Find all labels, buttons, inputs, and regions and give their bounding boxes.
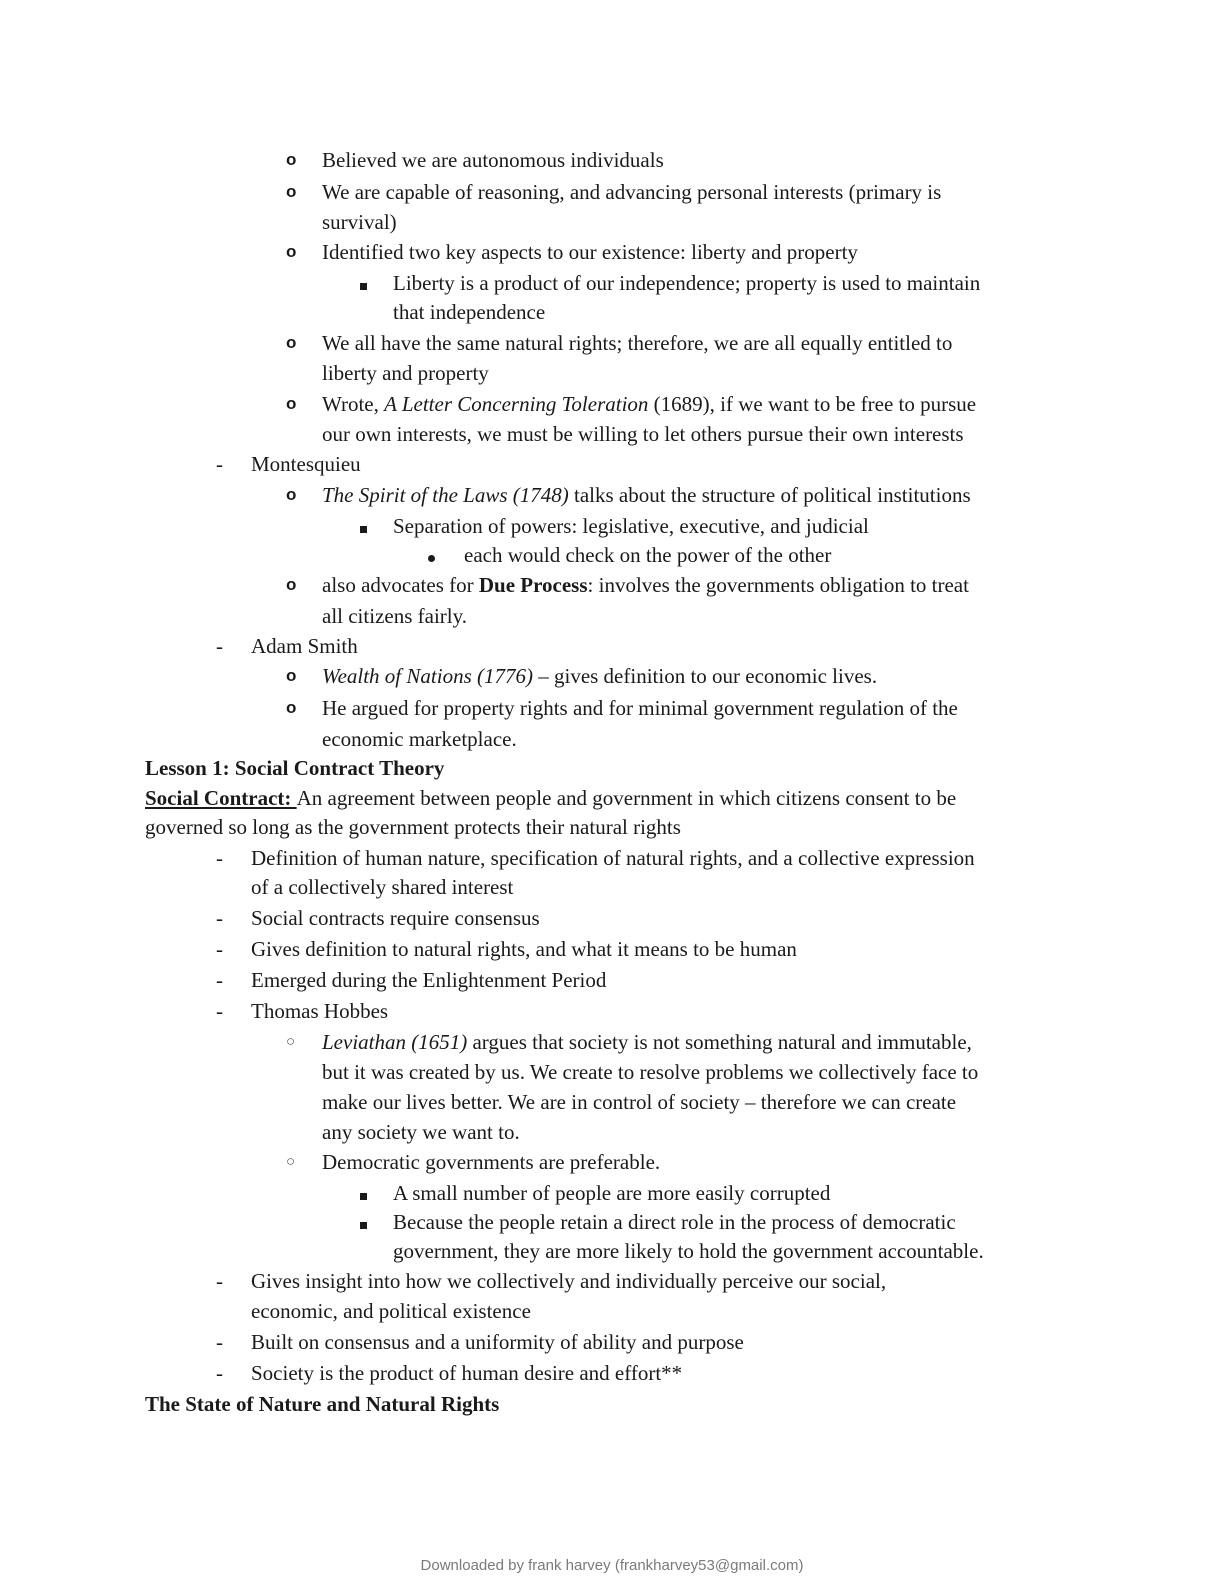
square-bullet-icon [360, 268, 367, 298]
text-line: Montesquieu [251, 452, 361, 476]
text-line: Thomas Hobbes [251, 999, 389, 1023]
text-line: Separation of powers: legislative, executive, and judicial [393, 514, 869, 538]
dash-bullet: - [216, 1269, 223, 1293]
text-line: economic, and political existence [251, 1299, 531, 1323]
dash-bullet: - [216, 906, 223, 930]
text-line: make our lives better. We are in control of society – therefore we can create [322, 1090, 957, 1114]
square-bullet-icon [360, 1207, 367, 1237]
text-line: Democratic governments are preferable. [322, 1150, 661, 1174]
square-bullet-icon [360, 511, 367, 541]
text-line: our own interests, we must be willing to let others pursue their own interests [322, 422, 964, 446]
text-line: all citizens fairly. [322, 604, 467, 628]
circle-bullet: o [286, 333, 297, 352]
dash-bullet: - [216, 937, 223, 961]
dash-bullet: - [216, 1361, 223, 1385]
circle-bullet: o [286, 485, 297, 504]
circle-bullet: o [286, 394, 297, 413]
download-footer: Downloaded by frank harvey (frankharvey53@gmail.com) [420, 1557, 804, 1574]
text-line: Definition of human nature, specification of natural rights, and a collective expression [251, 846, 975, 870]
text-line: Leviathan (1651) argues that society is not something natural and immutable, [322, 1030, 972, 1054]
hollow-circle-bullet: ○ [286, 1033, 296, 1050]
text-line: We are capable of reasoning, and advancing personal interests (primary is [322, 180, 942, 204]
text-line: Emerged during the Enlightenment Period [251, 968, 607, 992]
dash-bullet: - [216, 452, 223, 476]
circle-bullet: o [286, 150, 297, 169]
section-heading: The State of Nature and Natural Rights [145, 1392, 500, 1416]
text-line: Believed we are autonomous individuals [322, 148, 664, 172]
text-line: also advocates for Due Process: involves the governments obligation to treat [322, 573, 969, 597]
circle-bullet: o [286, 575, 297, 594]
text-line: any society we want to. [322, 1120, 520, 1144]
text-line: Built on consensus and a uniformity of ability and purpose [251, 1330, 744, 1354]
text-line: Wealth of Nations (1776) – gives definition to our economic lives. [322, 664, 878, 688]
text-line: Adam Smith [251, 634, 358, 658]
circle-bullet: o [286, 182, 297, 201]
text-line: We all have the same natural rights; therefore, we are all equally entitled to [322, 331, 953, 355]
dash-bullet: - [216, 968, 223, 992]
book-title: Leviathan (1651) [322, 1030, 468, 1054]
text-line: liberty and property [322, 361, 489, 385]
bold-term: Due Process [478, 573, 588, 597]
dash-bullet: - [216, 846, 223, 870]
dash-bullet: - [216, 1330, 223, 1354]
book-title: The Spirit of the Laws (1748) [322, 483, 569, 507]
text-line: Identified two key aspects to our existence: liberty and property [322, 240, 858, 264]
hollow-circle-bullet: ○ [286, 1153, 296, 1170]
text-line: Because the people retain a direct role in the process of democratic [393, 1210, 956, 1234]
book-title: A Letter Concerning Toleration [384, 392, 649, 416]
square-bullet-icon [360, 1178, 367, 1208]
round-bullet-icon [428, 540, 435, 570]
book-title: Wealth of Nations (1776) [322, 664, 533, 688]
circle-bullet: o [286, 698, 297, 717]
text-line: Wrote, A Letter Concerning Toleration (1689), if we want to be free to pursue [322, 392, 977, 416]
dash-bullet: - [216, 999, 223, 1023]
text-line: government, they are more likely to hold the government accountable. [393, 1239, 984, 1263]
text-line: He argued for property rights and for minimal government regulation of the [322, 696, 958, 720]
text-line: A small number of people are more easily corrupted [393, 1181, 831, 1205]
dash-bullet: - [216, 634, 223, 658]
text-line: Gives insight into how we collectively and individually perceive our social, [251, 1269, 887, 1293]
text-line: Society is the product of human desire and effort** [251, 1361, 683, 1385]
definition-line: Social Contract: An agreement between people and government in which citizens consent to be [145, 786, 957, 810]
circle-bullet: o [286, 242, 297, 261]
term-label: Social Contract: [145, 786, 297, 810]
section-heading: Lesson 1: Social Contract Theory [145, 756, 445, 780]
text-line: but it was created by us. We create to resolve problems we collectively face to [322, 1060, 979, 1084]
text-line: The Spirit of the Laws (1748) talks about the structure of political institutions [322, 483, 971, 507]
text-line: that independence [393, 300, 546, 324]
circle-bullet: o [286, 666, 297, 685]
text-line: governed so long as the government protects their natural rights [145, 815, 681, 839]
text-line: each would check on the power of the other [464, 543, 832, 567]
text-line: economic marketplace. [322, 727, 517, 751]
text-line: Social contracts require consensus [251, 906, 540, 930]
text-line: Gives definition to natural rights, and what it means to be human [251, 937, 797, 961]
text-line: Liberty is a product of our independence; property is used to maintain [393, 271, 981, 295]
text-line: of a collectively shared interest [251, 875, 514, 899]
text-line: survival) [322, 210, 397, 234]
